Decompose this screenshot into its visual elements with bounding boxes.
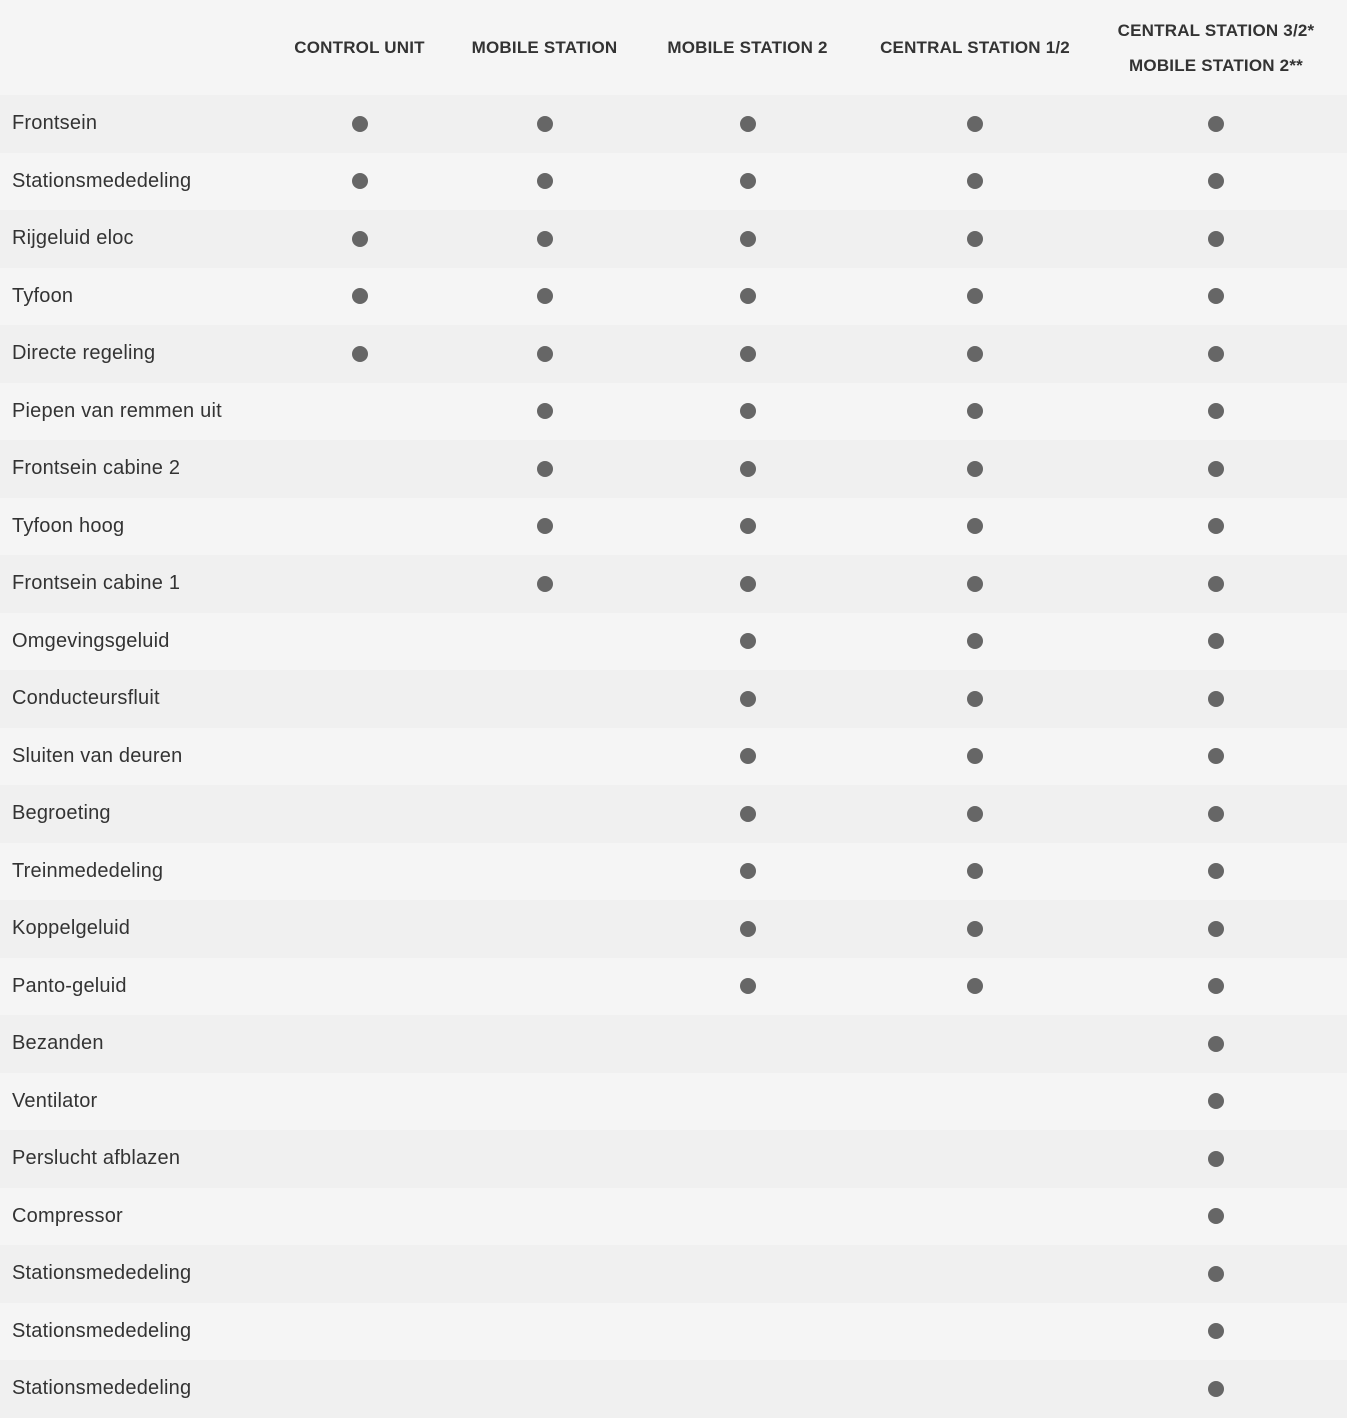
support-cell-control-unit — [260, 95, 459, 153]
support-cell-mobile-station-2 — [630, 670, 865, 728]
supported-dot-icon — [967, 633, 983, 649]
support-cell-mobile-station — [459, 498, 630, 556]
feature-label: Treinmededeling — [12, 859, 164, 882]
supported-dot-icon — [967, 921, 983, 937]
supported-dot-icon — [740, 978, 756, 994]
table-row — [0, 1073, 1347, 1131]
table-row — [0, 1188, 1347, 1246]
supported-dot-icon — [352, 173, 368, 189]
feature-label: Koppelgeluid — [12, 917, 131, 940]
table-row — [0, 900, 1347, 958]
feature-label: Piepen van remmen uit — [12, 399, 222, 422]
support-cell-central-station-3-2 — [1085, 95, 1347, 153]
support-cell-central-station-1-2 — [865, 843, 1085, 901]
support-cell-central-station-1-2 — [865, 555, 1085, 613]
feature-label: Panto-geluid — [12, 974, 127, 997]
support-cell-mobile-station-2 — [630, 1188, 865, 1246]
support-cell-central-station-3-2 — [1085, 555, 1347, 613]
support-cell-mobile-station-2 — [630, 613, 865, 671]
supported-dot-icon — [740, 691, 756, 707]
supported-dot-icon — [740, 806, 756, 822]
support-cell-central-station-1-2 — [865, 325, 1085, 383]
supported-dot-icon — [967, 806, 983, 822]
supported-dot-icon — [740, 633, 756, 649]
support-cell-control-unit — [260, 1015, 459, 1073]
support-cell-central-station-1-2 — [865, 785, 1085, 843]
feature-label: Stationsmededeling — [12, 1319, 192, 1342]
feature-label: Frontsein — [12, 112, 98, 135]
support-cell-central-station-3-2 — [1085, 670, 1347, 728]
table-row — [0, 958, 1347, 1016]
table-row — [0, 1245, 1347, 1303]
table-header-row — [0, 0, 1347, 95]
feature-label: Compressor — [12, 1204, 123, 1227]
table-row — [0, 153, 1347, 211]
support-cell-control-unit — [260, 613, 459, 671]
supported-dot-icon — [740, 231, 756, 247]
table-row — [0, 613, 1347, 671]
support-cell-mobile-station — [459, 1303, 630, 1361]
feature-label: Sluiten van deuren — [12, 744, 183, 767]
feature-label: Conducteursfluit — [12, 687, 160, 710]
supported-dot-icon — [1208, 231, 1224, 247]
supported-dot-icon — [1208, 1381, 1224, 1397]
support-cell-mobile-station-2 — [630, 958, 865, 1016]
support-cell-central-station-1-2 — [865, 440, 1085, 498]
support-cell-central-station-1-2 — [865, 1188, 1085, 1246]
support-cell-central-station-1-2 — [865, 728, 1085, 786]
table-row — [0, 95, 1347, 153]
supported-dot-icon — [1208, 1093, 1224, 1109]
table-row — [0, 440, 1347, 498]
feature-label: Stationsmededeling — [12, 1262, 192, 1285]
support-cell-mobile-station — [459, 1188, 630, 1246]
support-cell-central-station-3-2 — [1085, 785, 1347, 843]
support-cell-mobile-station — [459, 1073, 630, 1131]
support-cell-mobile-station — [459, 958, 630, 1016]
support-cell-central-station-3-2 — [1085, 1015, 1347, 1073]
support-cell-central-station-1-2 — [865, 613, 1085, 671]
header-central-station-3-2 — [1085, 0, 1347, 95]
table-row — [0, 555, 1347, 613]
supported-dot-icon — [967, 116, 983, 132]
support-cell-mobile-station-2 — [630, 153, 865, 211]
feature-label: Bezanden — [12, 1032, 104, 1055]
table-row — [0, 325, 1347, 383]
support-cell-central-station-3-2 — [1085, 843, 1347, 901]
supported-dot-icon — [1208, 748, 1224, 764]
support-cell-mobile-station-2 — [630, 325, 865, 383]
support-cell-mobile-station-2 — [630, 383, 865, 441]
feature-label: Stationsmededeling — [12, 1377, 192, 1400]
support-cell-control-unit — [260, 843, 459, 901]
support-cell-central-station-3-2 — [1085, 958, 1347, 1016]
supported-dot-icon — [967, 978, 983, 994]
table-row — [0, 843, 1347, 901]
support-cell-mobile-station-2 — [630, 1303, 865, 1361]
support-cell-central-station-1-2 — [865, 95, 1085, 153]
feature-label: Frontsein cabine 2 — [12, 457, 181, 480]
feature-label: Omgevingsgeluid — [12, 629, 170, 652]
support-cell-mobile-station-2 — [630, 728, 865, 786]
header-control-unit: CONTROL UNIT — [294, 38, 425, 57]
support-cell-central-station-3-2 — [1085, 325, 1347, 383]
supported-dot-icon — [967, 231, 983, 247]
supported-dot-icon — [967, 461, 983, 477]
support-cell-central-station-1-2 — [865, 1130, 1085, 1188]
support-cell-mobile-station-2 — [630, 843, 865, 901]
support-cell-mobile-station-2 — [630, 268, 865, 326]
support-cell-central-station-1-2 — [865, 1303, 1085, 1361]
support-cell-central-station-3-2 — [1085, 728, 1347, 786]
header-empty-cell — [0, 0, 260, 95]
support-cell-control-unit — [260, 900, 459, 958]
header-central-station-3-2-label: CENTRAL STATION 3/2* — [1117, 20, 1315, 40]
support-cell-control-unit — [260, 325, 459, 383]
support-cell-central-station-1-2 — [865, 1360, 1085, 1418]
supported-dot-icon — [352, 346, 368, 362]
supported-dot-icon — [537, 576, 553, 592]
support-cell-control-unit — [260, 728, 459, 786]
supported-dot-icon — [537, 288, 553, 304]
support-cell-mobile-station-2 — [630, 440, 865, 498]
supported-dot-icon — [352, 116, 368, 132]
table-row — [0, 1130, 1347, 1188]
support-cell-mobile-station — [459, 153, 630, 211]
supported-dot-icon — [967, 691, 983, 707]
support-cell-mobile-station — [459, 268, 630, 326]
supported-dot-icon — [1208, 1266, 1224, 1282]
support-cell-control-unit — [260, 1303, 459, 1361]
support-cell-control-unit — [260, 1073, 459, 1131]
support-cell-mobile-station — [459, 1015, 630, 1073]
support-cell-central-station-1-2 — [865, 900, 1085, 958]
support-cell-central-station-3-2 — [1085, 1245, 1347, 1303]
supported-dot-icon — [967, 863, 983, 879]
support-cell-mobile-station — [459, 670, 630, 728]
support-cell-mobile-station — [459, 900, 630, 958]
support-cell-control-unit — [260, 1188, 459, 1246]
support-cell-control-unit — [260, 440, 459, 498]
support-cell-central-station-3-2 — [1085, 1360, 1347, 1418]
table-row — [0, 1015, 1347, 1073]
support-cell-mobile-station — [459, 1245, 630, 1303]
supported-dot-icon — [740, 346, 756, 362]
supported-dot-icon — [740, 921, 756, 937]
supported-dot-icon — [1208, 1323, 1224, 1339]
table-row — [0, 268, 1347, 326]
support-cell-control-unit — [260, 1130, 459, 1188]
support-cell-central-station-1-2 — [865, 153, 1085, 211]
supported-dot-icon — [537, 116, 553, 132]
supported-dot-icon — [537, 461, 553, 477]
feature-label: Begroeting — [12, 802, 111, 825]
supported-dot-icon — [967, 173, 983, 189]
support-cell-central-station-3-2 — [1085, 498, 1347, 556]
support-cell-central-station-1-2 — [865, 210, 1085, 268]
header-mobile-station: MOBILE STATION — [471, 38, 618, 57]
support-cell-mobile-station — [459, 728, 630, 786]
support-cell-central-station-1-2 — [865, 670, 1085, 728]
supported-dot-icon — [1208, 921, 1224, 937]
feature-label: Directe regeling — [12, 342, 156, 365]
supported-dot-icon — [1208, 806, 1224, 822]
feature-label: Ventilator — [12, 1089, 98, 1112]
supported-dot-icon — [1208, 1151, 1224, 1167]
support-cell-central-station-3-2 — [1085, 1130, 1347, 1188]
supported-dot-icon — [967, 748, 983, 764]
supported-dot-icon — [1208, 1036, 1224, 1052]
supported-dot-icon — [967, 518, 983, 534]
supported-dot-icon — [1208, 691, 1224, 707]
supported-dot-icon — [1208, 518, 1224, 534]
support-cell-mobile-station-2 — [630, 1245, 865, 1303]
support-cell-mobile-station — [459, 210, 630, 268]
table-row — [0, 383, 1347, 441]
table-row — [0, 670, 1347, 728]
support-cell-mobile-station-2 — [630, 555, 865, 613]
support-cell-mobile-station — [459, 785, 630, 843]
supported-dot-icon — [537, 231, 553, 247]
supported-dot-icon — [740, 863, 756, 879]
support-cell-mobile-station — [459, 383, 630, 441]
support-cell-central-station-3-2 — [1085, 1303, 1347, 1361]
feature-label: Frontsein cabine 1 — [12, 572, 181, 595]
support-cell-mobile-station — [459, 613, 630, 671]
support-cell-central-station-3-2 — [1085, 613, 1347, 671]
feature-label: Perslucht afblazen — [12, 1147, 181, 1170]
supported-dot-icon — [1208, 461, 1224, 477]
header-central-station-1-2: CENTRAL STATION 1/2 — [880, 38, 1070, 57]
supported-dot-icon — [537, 518, 553, 534]
supported-dot-icon — [967, 403, 983, 419]
supported-dot-icon — [1208, 173, 1224, 189]
support-cell-mobile-station — [459, 95, 630, 153]
supported-dot-icon — [967, 346, 983, 362]
support-cell-central-station-3-2 — [1085, 900, 1347, 958]
feature-label: Rijgeluid eloc — [12, 227, 134, 250]
supported-dot-icon — [967, 576, 983, 592]
support-cell-central-station-3-2 — [1085, 440, 1347, 498]
supported-dot-icon — [740, 403, 756, 419]
support-cell-mobile-station-2 — [630, 1360, 865, 1418]
support-cell-control-unit — [260, 958, 459, 1016]
table-row — [0, 1360, 1347, 1418]
support-cell-mobile-station-2 — [630, 1015, 865, 1073]
support-cell-mobile-station-2 — [630, 498, 865, 556]
supported-dot-icon — [1208, 346, 1224, 362]
support-cell-mobile-station-2 — [630, 900, 865, 958]
supported-dot-icon — [1208, 978, 1224, 994]
support-cell-mobile-station — [459, 440, 630, 498]
supported-dot-icon — [1208, 863, 1224, 879]
support-cell-control-unit — [260, 1360, 459, 1418]
supported-dot-icon — [537, 173, 553, 189]
support-cell-mobile-station — [459, 325, 630, 383]
support-cell-mobile-station — [459, 843, 630, 901]
support-cell-mobile-station-2 — [630, 1073, 865, 1131]
supported-dot-icon — [740, 173, 756, 189]
header-mobile-station-2-star-label: MOBILE STATION 2** — [1129, 55, 1303, 75]
feature-label: Tyfoon — [12, 284, 74, 307]
support-cell-control-unit — [260, 498, 459, 556]
support-cell-control-unit — [260, 785, 459, 843]
supported-dot-icon — [740, 576, 756, 592]
support-cell-central-station-3-2 — [1085, 383, 1347, 441]
support-cell-mobile-station-2 — [630, 210, 865, 268]
support-cell-mobile-station-2 — [630, 95, 865, 153]
supported-dot-icon — [1208, 576, 1224, 592]
support-cell-control-unit — [260, 153, 459, 211]
support-cell-mobile-station — [459, 555, 630, 613]
support-cell-central-station-3-2 — [1085, 210, 1347, 268]
support-cell-control-unit — [260, 383, 459, 441]
supported-dot-icon — [1208, 116, 1224, 132]
support-cell-mobile-station — [459, 1360, 630, 1418]
supported-dot-icon — [740, 116, 756, 132]
support-cell-central-station-1-2 — [865, 1015, 1085, 1073]
support-cell-central-station-3-2 — [1085, 153, 1347, 211]
support-cell-mobile-station — [459, 1130, 630, 1188]
supported-dot-icon — [740, 461, 756, 477]
support-cell-central-station-3-2 — [1085, 1188, 1347, 1246]
support-cell-central-station-3-2 — [1085, 268, 1347, 326]
support-cell-control-unit — [260, 210, 459, 268]
table-row — [0, 498, 1347, 556]
supported-dot-icon — [352, 231, 368, 247]
support-cell-central-station-1-2 — [865, 1073, 1085, 1131]
feature-label: Tyfoon hoog — [12, 514, 125, 537]
support-cell-central-station-1-2 — [865, 268, 1085, 326]
supported-dot-icon — [1208, 633, 1224, 649]
supported-dot-icon — [740, 288, 756, 304]
supported-dot-icon — [1208, 288, 1224, 304]
supported-dot-icon — [537, 403, 553, 419]
support-cell-mobile-station-2 — [630, 785, 865, 843]
supported-dot-icon — [740, 748, 756, 764]
supported-dot-icon — [740, 518, 756, 534]
support-cell-control-unit — [260, 555, 459, 613]
table-row — [0, 210, 1347, 268]
table-row — [0, 785, 1347, 843]
support-cell-control-unit — [260, 268, 459, 326]
support-cell-central-station-3-2 — [1085, 1073, 1347, 1131]
supported-dot-icon — [1208, 403, 1224, 419]
support-cell-central-station-1-2 — [865, 383, 1085, 441]
support-cell-mobile-station-2 — [630, 1130, 865, 1188]
feature-label: Stationsmededeling — [12, 169, 192, 192]
support-cell-control-unit — [260, 1245, 459, 1303]
supported-dot-icon — [1208, 1208, 1224, 1224]
support-cell-control-unit — [260, 670, 459, 728]
supported-dot-icon — [352, 288, 368, 304]
table-row — [0, 728, 1347, 786]
table-body — [0, 95, 1347, 1418]
supported-dot-icon — [537, 346, 553, 362]
header-mobile-station-2: MOBILE STATION 2 — [667, 38, 828, 57]
supported-dot-icon — [967, 288, 983, 304]
table-row — [0, 1303, 1347, 1361]
support-cell-central-station-1-2 — [865, 958, 1085, 1016]
support-cell-central-station-1-2 — [865, 498, 1085, 556]
support-cell-central-station-1-2 — [865, 1245, 1085, 1303]
